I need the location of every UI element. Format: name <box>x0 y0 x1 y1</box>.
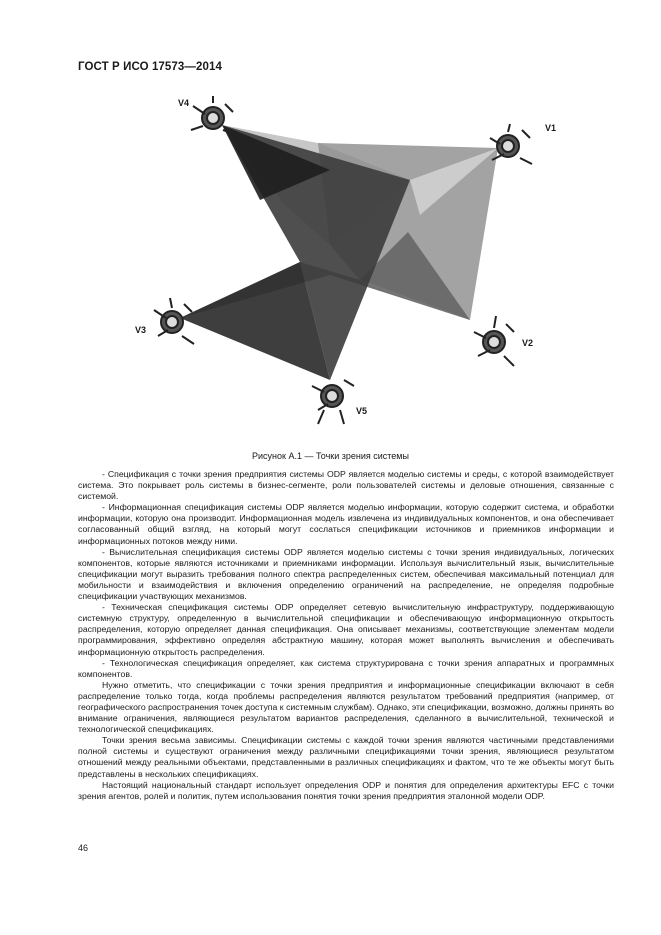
paragraph-enterprise: - Спецификация с точки зрения предприятия системы ODP является моделью системы и среды, с которой взаимодействует система. Это покрывает роль системы в бизнес-сегменте, роли пользователей системы и деловые отношения, связанные с системой. <box>78 469 614 502</box>
document-header: ГОСТ Р ИСО 17573—2014 <box>78 61 223 73</box>
label-v5: V5 <box>356 406 368 416</box>
paragraph-engineering: - Техническая спецификация системы ODP определяет сетевую вычислительную инфраструктуру, поддерживающую системную структуру, определенную в вычислительной спецификации и обеспечивающую информационную открытость распределения, которую определяет данная спецификация. Она описывает механизмы, соответствующие элементам модели программирования, эффективно определяя абстрактную машину, которая может выполнять вычисления и обеспечивать информационную открытость распределения. <box>78 602 614 657</box>
paragraph-standard-scope: Настоящий национальный стандарт использует определения ODP и понятия для определения архитектуры EFC с точки зрения агентов, ролей и политик, путем использования понятия точки зрения предприятия эталонной модели ODP. <box>78 779 614 801</box>
viewpoints-figure <box>0 0 661 450</box>
page-number: 46 <box>78 843 89 853</box>
label-v3: V3 <box>135 325 147 335</box>
figure-caption: Рисунок А.1 — Точки зрения системы <box>252 451 409 461</box>
viewer-v1-icon <box>490 124 532 164</box>
label-v4: V4 <box>178 98 190 108</box>
paragraph-dependency: Точки зрения весьма зависимы. Спецификации системы с каждой точки зрения являются частичными представлениями полной системы и существуют ограничения между различными спецификациями точки зрения, являющиеся результатом отношений между реальными объектами, представленными в различных спецификациях и фактом, что те же объекты могут быть представлены в нескольких спецификациях. <box>78 735 614 779</box>
label-v1: V1 <box>545 123 557 133</box>
paragraph-distribution-note: Нужно отметить, что спецификации с точки зрения предприятия и информационные спецификации включают в себя распределение только тогда, когда проблемы распределения являются результатом требований предприятия (например, от географического распространения точек доступа к системным службам). Однако, эти спецификации, возможно, должны принять во внимание ограничения, являющиеся результатом вариантов распределения, сделанного в вычислительной, технической и технологической спецификациях. <box>78 679 614 735</box>
viewer-v2-icon <box>474 316 514 366</box>
paragraph-technology: - Технологическая спецификация определяет, как система структурирована с точки зрения аппаратных и программных компонентов. <box>78 657 614 679</box>
paragraph-computational: - Вычислительная спецификация системы ODP является моделью системы с точки зрения индивидуальных, логических компонентов, которые являются источниками и приемниками информации. Используя вычислительный язык, вычислительные спецификации могут выразить требования полного спектра распределенных систем, обеспечивая максимальный потенциал для мобильности и взаимодействия и включения определению ограничений на распределение, не определяя подробные спецификации участвующих механизмов. <box>78 546 614 602</box>
paragraph-information: - Информационная спецификация системы ODP является моделью информации, которую содержит система, и обработки информации, которую она производит. Информационная модель извлечена из индивидуальных компонентов, и она обеспечивает согласованный общий взгляд, на который могут сослаться спецификации источников и приемников информации и информационных потоков между ними. <box>78 502 614 546</box>
viewer-v5-icon <box>312 380 354 424</box>
body-text <box>78 469 614 802</box>
label-v2: V2 <box>522 338 534 348</box>
